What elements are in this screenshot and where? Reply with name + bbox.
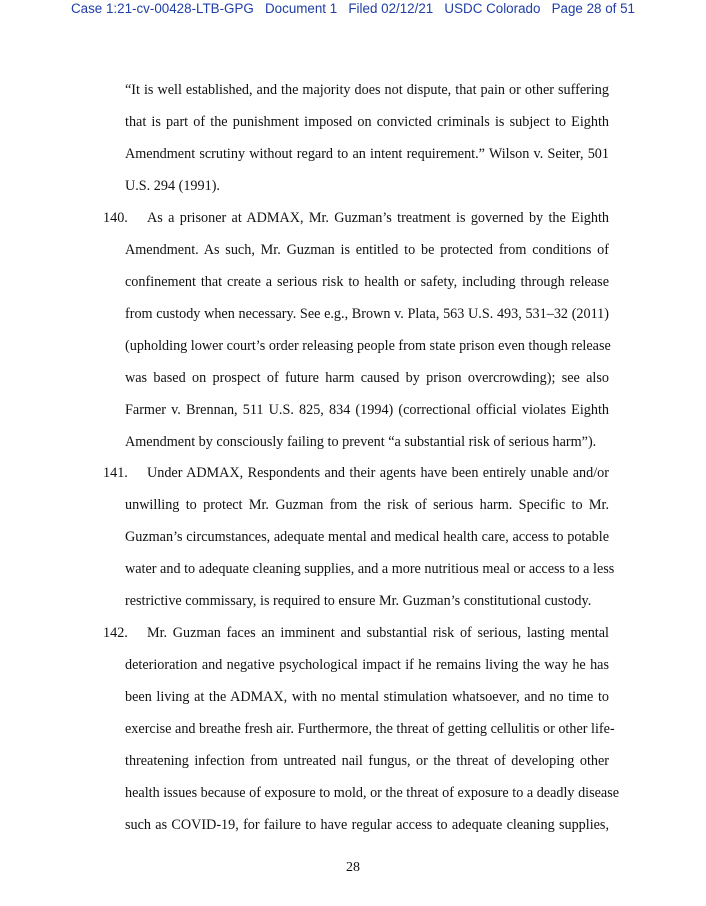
ecf-header	[0, 0, 706, 18]
paragraph-line: water and to adequate cleaning supplies, and a more nutritious meal or access to a less	[125, 561, 615, 577]
court-name: USDC Colorado	[444, 1, 541, 16]
paragraph-140	[103, 202, 611, 458]
paragraph-number: 141.	[103, 465, 128, 481]
paragraph-line: confinement that create a serious risk to health or safety, including through release	[125, 274, 609, 290]
quote-line: that is part of the punishment imposed on convicted criminals is subject to Eighth	[125, 114, 609, 130]
paragraph-line: Farmer v. Brennan, 511 U.S. 825, 834 (1994) (correctional official violates Eighth	[125, 402, 609, 418]
paragraph-line: from custody when necessary. See e.g., Brown v. Plata, 563 U.S. 493, 531–32 (2011)	[125, 306, 609, 322]
paragraph-line: health issues because of exposure to mold, or the threat of exposure to a deadly disease	[125, 785, 620, 801]
paragraph-line: unwilling to protect Mr. Guzman from the risk of serious harm. Specific to Mr.	[125, 497, 609, 513]
paragraph-line: deterioration and negative psychological impact if he remains living the way he has	[125, 657, 609, 673]
quote-line: U.S. 294 (1991).	[125, 178, 220, 194]
document-number: Document 1	[265, 1, 338, 16]
paragraph-line: was based on prospect of future harm caused by prison overcrowding); see also	[125, 370, 609, 386]
filed-date: Filed 02/12/21	[348, 1, 434, 16]
block-quote	[125, 74, 609, 202]
case-number: Case 1:21-cv-00428-LTB-GPG	[70, 1, 254, 16]
paragraph-line: Amendment by consciously failing to prevent “a substantial risk of serious harm”).	[125, 434, 597, 450]
paragraph-number: 140.	[103, 210, 128, 226]
paragraph-line: restrictive commissary, is required to ensure Mr. Guzman’s constitutional custody.	[125, 593, 592, 609]
quote-line: “It is well established, and the majority does not dispute, that pain or other suffering	[125, 82, 609, 98]
quote-line: Amendment scrutiny without regard to an intent requirement.” Wilson v. Seiter, 501	[125, 146, 609, 162]
page-number: 28	[346, 860, 360, 875]
paragraph-line: been living at the ADMAX, with no mental stimulation whatsoever, and no time to	[125, 689, 609, 705]
paragraph-line: Amendment. As such, Mr. Guzman is entitled to be protected from conditions of	[125, 242, 609, 258]
paragraph-line: (upholding lower court’s order releasing people from state prison even though release	[125, 338, 611, 354]
paragraph-line: Mr. Guzman faces an imminent and substantial risk of serious, lasting mental	[147, 625, 609, 641]
paragraph-line: Guzman’s circumstances, adequate mental and medical health care, access to potable	[125, 529, 609, 545]
paragraph-line: Under ADMAX, Respondents and their agents have been entirely unable and/or	[147, 465, 609, 481]
paragraph-line: exercise and breathe fresh air. Furthermore, the threat of getting cellulitis or other life-	[125, 721, 615, 737]
page-indicator: Page 28 of 51	[551, 1, 636, 16]
paragraph-number: 142.	[103, 625, 128, 641]
paragraph-141	[103, 457, 615, 617]
paragraph-line: As a prisoner at ADMAX, Mr. Guzman’s treatment is governed by the Eighth	[147, 210, 609, 226]
paragraph-142	[103, 617, 620, 841]
paragraph-line: such as COVID-19, for failure to have regular access to adequate cleaning supplies,	[125, 817, 609, 833]
paragraph-line: threatening infection from untreated nail fungus, or the threat of developing other	[125, 753, 609, 769]
